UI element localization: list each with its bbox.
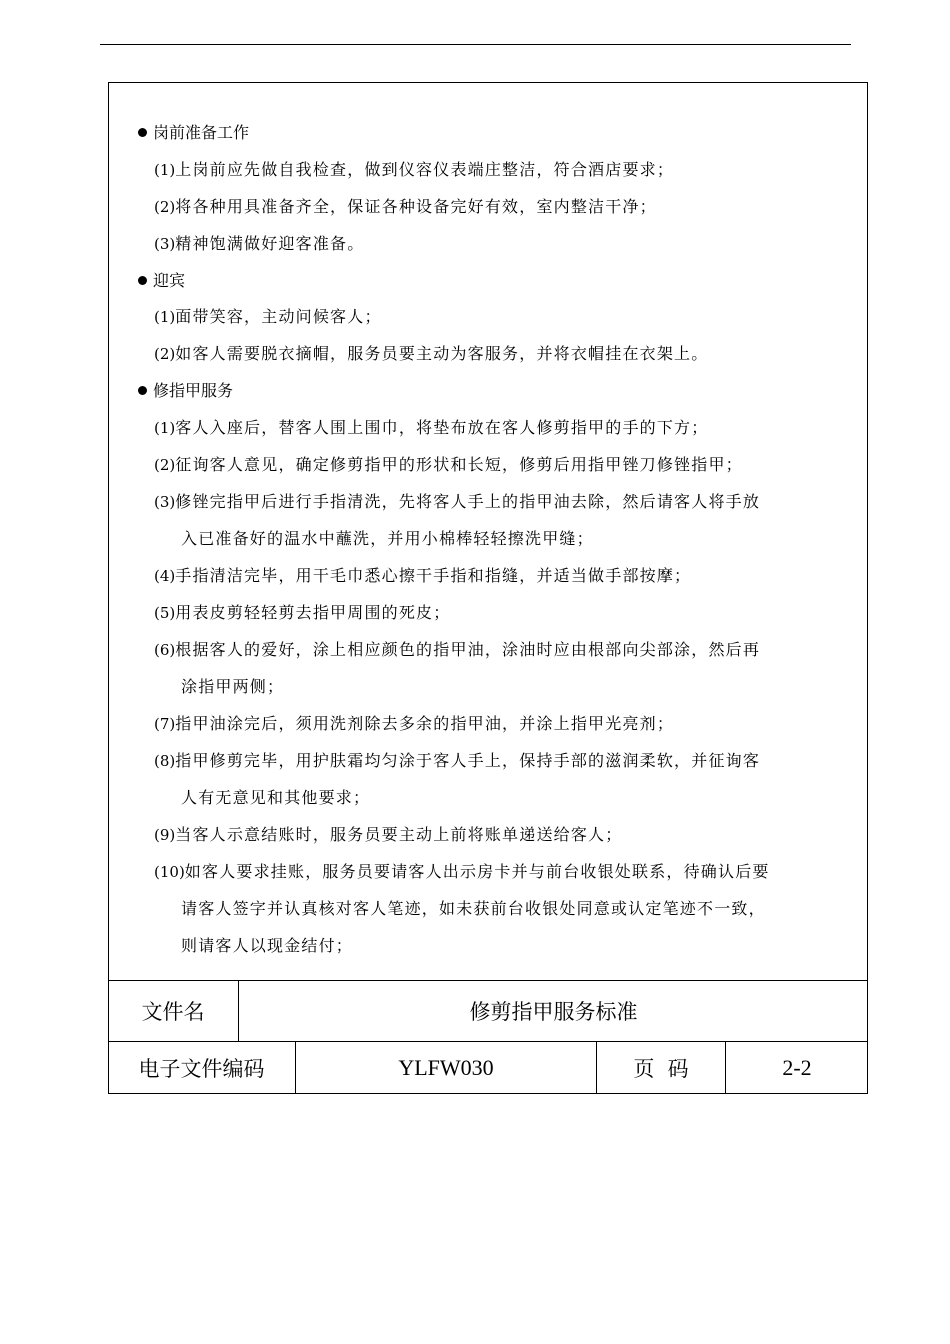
list-item-line <box>154 304 853 330</box>
item-text: 请客人签字并认真核对客人笔迹，如未获前台收银处同意或认定笔迹不一致， <box>181 898 766 918</box>
header-rule <box>100 44 851 45</box>
list-item <box>138 822 853 848</box>
footer-row-code <box>108 1041 868 1094</box>
list-item-line <box>154 711 853 737</box>
item-text: 精神饱满做好迎客准备。 <box>175 233 365 253</box>
list-item <box>138 600 853 626</box>
page-label: 页 码 <box>596 1042 725 1094</box>
item-number: (3) <box>154 234 176 253</box>
item-text: 将各种用具准备齐全，保证各种设备完好有效，室内整洁干净； <box>175 196 657 216</box>
list-item <box>138 637 853 700</box>
list-item-line <box>154 933 853 959</box>
footer-row-file-name <box>108 980 868 1041</box>
section-heading <box>138 378 853 404</box>
list-item-line <box>154 452 853 478</box>
list-item-line <box>154 231 853 257</box>
bullet-icon <box>138 128 147 137</box>
code-value: YLFW030 <box>295 1042 596 1094</box>
item-text: 上岗前应先做自我检查，做到仪容仪表端庄整洁，符合酒店要求； <box>175 159 675 179</box>
item-text: 则请客人以现金结付； <box>181 935 354 955</box>
item-number: (1) <box>154 160 176 179</box>
item-text: 指甲油涂完后，须用洗剂除去多余的指甲油，并涂上指甲光亮剂； <box>175 713 675 733</box>
item-text: 征询客人意见，确定修剪指甲的形状和长短，修剪后用指甲锉刀修锉指甲； <box>175 454 743 474</box>
item-text: 当客人示意结账时，服务员要主动上前将账单递送给客人； <box>175 824 623 844</box>
list-item-line <box>154 415 853 441</box>
item-text: 入已准备好的温水中蘸洗，并用小棉棒轻轻擦洗甲缝； <box>181 528 594 548</box>
list-item <box>138 341 853 367</box>
item-text: 如客人需要脱衣摘帽，服务员要主动为客服务，并将衣帽挂在衣架上。 <box>175 344 709 363</box>
item-number: (6) <box>154 640 176 659</box>
item-text: 根据客人的爱好，涂上相应颜色的指甲油，涂油时应由根部向尖部涂，然后再 <box>175 639 761 659</box>
list-item-line <box>154 526 853 552</box>
list-item-line <box>154 563 853 589</box>
item-number: (1) <box>154 308 176 326</box>
item-text: 修锉完指甲后进行手指清洗，先将客人手上的指甲油去除，然后请客人将手放 <box>175 491 761 511</box>
item-number: (1) <box>154 418 176 437</box>
item-number: (7) <box>154 714 176 733</box>
item-text: 人有无意见和其他要求； <box>181 787 371 807</box>
list-item <box>138 157 853 183</box>
item-number: (9) <box>154 825 176 844</box>
item-text: 面带笑容，主动问候客人； <box>175 307 382 326</box>
item-text: 客人入座后，替客人围上围巾，将垫布放在客人修剪指甲的手的下方； <box>175 417 709 437</box>
list-item-line <box>154 674 853 700</box>
list-item <box>138 711 853 737</box>
item-number: (10) <box>154 862 185 881</box>
section-heading <box>138 120 853 146</box>
item-number: (2) <box>154 197 176 216</box>
item-text: 指甲修剪完毕，用护肤霜均匀涂于客人手上，保持手部的滋润柔软，并征询客 <box>175 750 761 770</box>
code-label: 电子文件编码 <box>138 1057 265 1081</box>
list-item <box>138 452 853 478</box>
file-name-value: 修剪指甲服务标准 <box>238 981 868 1041</box>
item-number: (2) <box>154 345 176 363</box>
list-item-line <box>154 489 853 515</box>
list-item-line <box>154 600 853 626</box>
list-item <box>138 489 853 552</box>
list-item-line <box>154 194 853 220</box>
section-heading <box>138 268 853 294</box>
item-number: (5) <box>154 603 176 622</box>
bullet-icon <box>138 276 147 285</box>
list-item-line <box>154 859 853 885</box>
item-text: 用表皮剪轻轻剪去指甲周围的死皮； <box>175 602 451 622</box>
list-item-line <box>154 341 853 367</box>
list-item-line <box>154 822 853 848</box>
item-text: 如客人要求挂账，服务员要请客人出示房卡并与前台收银处联系，待确认后要 <box>184 861 770 881</box>
list-item <box>138 231 853 257</box>
item-text: 手指清洁完毕，用干毛巾悉心擦干手指和指缝，并适当做手部按摩； <box>175 565 692 585</box>
list-item <box>138 563 853 589</box>
list-item <box>138 748 853 811</box>
list-item-line <box>154 157 853 183</box>
bullet-icon <box>138 386 147 395</box>
item-number: (3) <box>154 492 176 511</box>
item-number: (2) <box>154 455 176 474</box>
section-title-text: 迎宾 <box>153 270 186 290</box>
list-item <box>138 859 853 959</box>
document-body <box>138 120 853 970</box>
section-title-text: 修指甲服务 <box>153 381 234 400</box>
file-name-label: 文件名 <box>141 1000 205 1024</box>
section-title-text: 岗前准备工作 <box>153 123 250 142</box>
item-text: 涂指甲两侧； <box>181 676 285 696</box>
list-item <box>138 194 853 220</box>
list-item-line <box>154 637 853 663</box>
page-value: 2-2 <box>725 1042 868 1094</box>
item-number: (8) <box>154 751 176 770</box>
list-item <box>138 415 853 441</box>
list-item <box>138 304 853 330</box>
list-item-line <box>154 896 853 922</box>
list-item-line <box>154 748 853 774</box>
item-number: (4) <box>154 566 176 585</box>
list-item-line <box>154 785 853 811</box>
